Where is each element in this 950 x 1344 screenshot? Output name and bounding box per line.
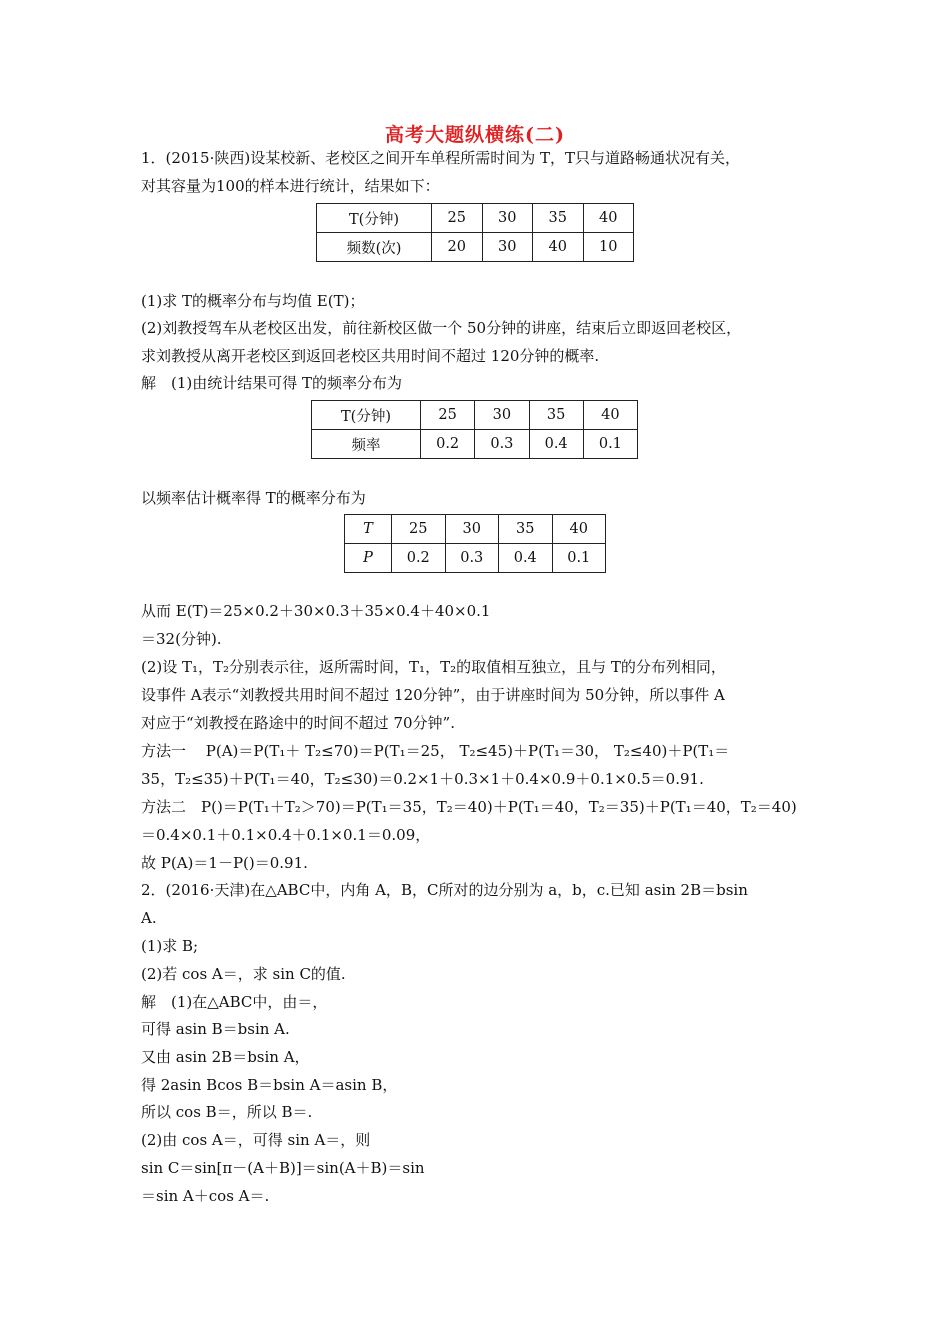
table-cell: 10 <box>583 233 634 262</box>
problem1-method1-line1: 方法一 P(A)＝P(T₁＋ T₂≤70)＝P(T₁＝25， T₂≤45)＋P(T₁＝30， T₂≤40)＋P(T₁＝ <box>141 742 730 760</box>
problem1-method1-line2: 35，T₂≤35)＋P(T₁＝40，T₂≤30)＝0.2×1＋0.3×1＋0.4×0.9＋0.1×0.5＝0.91. <box>141 770 704 788</box>
problem2-solution-line1: 解 (1)在△ABC中，由＝， <box>141 993 328 1011</box>
problem1-method2-line3: 故 P(A)＝1－P()＝0.91. <box>141 854 308 872</box>
probability-distribution-table <box>344 514 606 573</box>
problem1-intro-line1: 1．(2015·陕西)设某校新、老校区之间开车单程所需时间为 T，T只与道路畅通状况有关， <box>141 149 740 167</box>
problem1-solution-intro: 解 (1)由统计结果可得 T的频率分布为 <box>141 374 403 392</box>
table-row <box>317 233 634 262</box>
problem1-part2-line1: (2)设 T₁，T₂分别表示往，返所需时间，T₁，T₂的取值相互独立，且与 T的分布列相同， <box>141 658 726 676</box>
table-row <box>345 544 606 573</box>
table-row <box>312 430 638 459</box>
problem2-intro-line1: 2．(2016·天津)在△ABC中，内角 A，B，C所对的边分别为 a，b，c.已知 asin 2B＝bsin <box>141 881 748 899</box>
problem1-part2-line2: 设事件 A表示“刘教授共用时间不超过 120分钟”，由于讲座时间为 50分钟，所以事件 A <box>141 686 725 704</box>
table-cell: 35 <box>529 401 583 430</box>
table-cell: 25 <box>392 515 446 544</box>
table-cell: 30 <box>482 204 533 233</box>
problem1-intro-line2: 对其容量为100的样本进行统计，结果如下： <box>141 177 440 195</box>
table-cell: 频率 <box>312 430 421 459</box>
table-row <box>312 401 638 430</box>
table-cell: 0.4 <box>529 430 583 459</box>
problem1-method2-line2: ＝0.4×0.1＋0.1×0.4＋0.1×0.1＝0.09， <box>141 826 431 844</box>
problem2-solution-line7: sin C＝sin[π－(A＋B)]＝sin(A＋B)＝sin <box>141 1159 425 1177</box>
problem1-question2-line1: (2)刘教授驾车从老校区出发，前往新校区做一个 50分钟的讲座，结束后立即返回老校区， <box>141 319 742 337</box>
problem2-question2: (2)若 cos A＝，求 sin C的值. <box>141 965 346 983</box>
table-cell: 0.3 <box>475 430 529 459</box>
table-cell: 40 <box>552 515 606 544</box>
table-cell: 30 <box>475 401 529 430</box>
problem1-question1: (1)求 T的概率分布与均值 E(T)； <box>141 292 365 310</box>
problem2-solution-line2: 可得 asin B＝bsin A. <box>141 1020 290 1038</box>
table-cell: 0.1 <box>552 544 606 573</box>
problem1-mean-line1: 从而 E(T)＝25×0.2＋30×0.3＋35×0.4＋40×0.1 <box>141 602 491 620</box>
table-cell: 25 <box>421 401 475 430</box>
table-cell: 20 <box>432 233 483 262</box>
table-cell: P <box>345 544 392 573</box>
problem2-solution-line6: (2)由 cos A＝，可得 sin A＝，则 <box>141 1131 371 1149</box>
table-cell: 40 <box>533 233 584 262</box>
problem2-solution-line5: 所以 cos B＝，所以 B＝. <box>141 1103 313 1121</box>
table-cell: 0.4 <box>499 544 553 573</box>
problem1-part2-line3: 对应于“刘教授在路途中的时间不超过 70分钟”. <box>141 714 455 732</box>
table-cell: 0.3 <box>445 544 499 573</box>
table-cell: 0.2 <box>421 430 475 459</box>
problem2-solution-line3: 又由 asin 2B＝bsin A， <box>141 1048 310 1066</box>
table-cell: 35 <box>533 204 584 233</box>
table-cell: 0.2 <box>392 544 446 573</box>
page-title: 高考大题纵横练(二) <box>385 124 565 146</box>
problem2-solution-line4: 得 2asin Bcos B＝bsin A＝asin B， <box>141 1076 398 1094</box>
problem2-question1: (1)求 B; <box>141 937 199 955</box>
table-cell: T(分钟) <box>317 204 432 233</box>
frequency-count-table <box>316 203 634 262</box>
table-row <box>345 515 606 544</box>
table-cell: 30 <box>445 515 499 544</box>
table-cell: 40 <box>583 401 637 430</box>
problem1-question2-line2: 求刘教授从离开老校区到返回老校区共用时间不超过 120分钟的概率. <box>141 347 600 365</box>
problem2-intro-line2: A. <box>141 909 157 927</box>
problem1-estimate-line: 以频率估计概率得 T的概率分布为 <box>141 489 366 507</box>
table-cell: 30 <box>482 233 533 262</box>
table-cell: 35 <box>499 515 553 544</box>
table-cell: 25 <box>432 204 483 233</box>
table-cell: 频数(次) <box>317 233 432 262</box>
table-cell: 40 <box>583 204 634 233</box>
table-cell: 0.1 <box>583 430 637 459</box>
problem1-mean-line2: ＝32(分钟). <box>141 630 222 648</box>
table-cell: T <box>345 515 392 544</box>
table-row <box>317 204 634 233</box>
problem1-method2-line1: 方法二 P()＝P(T₁＋T₂＞70)＝P(T₁＝35，T₂＝40)＋P(T₁＝40，T₂＝35)＋P(T₁＝40，T₂＝40) <box>141 798 797 816</box>
problem2-solution-line8: ＝sin A＋cos A＝. <box>141 1187 270 1205</box>
frequency-rate-table <box>311 400 638 459</box>
table-cell: T(分钟) <box>312 401 421 430</box>
